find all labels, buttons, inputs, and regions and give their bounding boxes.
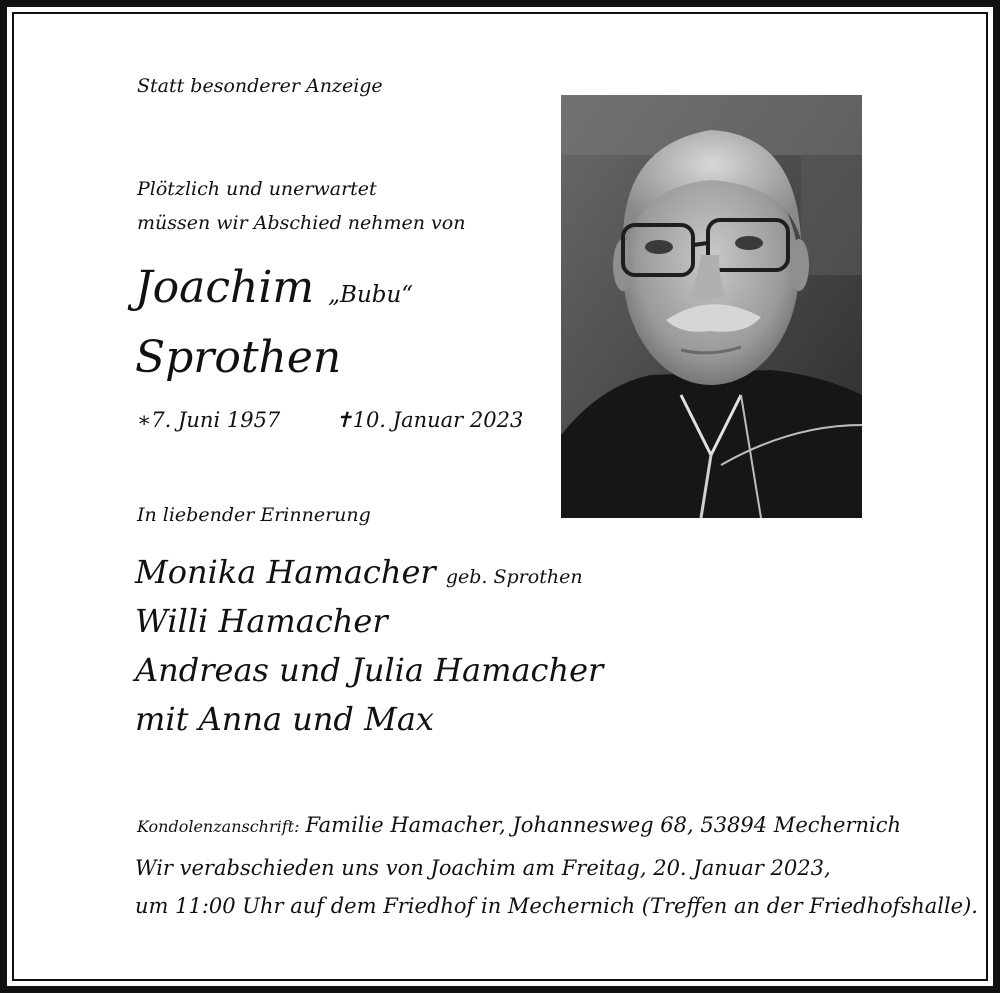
- family-member-2: Willi Hamacher: [135, 602, 388, 640]
- family-member-1: [135, 553, 583, 591]
- farewell-line-2: um 11:00 Uhr auf dem Friedhof in Mechernich (Treffen an der Friedhofshalle).: [135, 894, 978, 918]
- deceased-last-name: Sprothen: [135, 332, 342, 383]
- condolence-label: Kondolenzanschrift:: [137, 817, 300, 836]
- intro-line-1: Plötzlich und unerwartet: [137, 178, 377, 200]
- intro-line-2: müssen wir Abschied nehmen von: [137, 212, 466, 234]
- life-dates: [137, 410, 523, 431]
- birth-date: ∗7. Juni 1957: [137, 408, 281, 432]
- death-date: ✝10. Januar 2023: [334, 408, 524, 432]
- family-member-1-note: geb. Sprothen: [445, 566, 583, 588]
- portrait-photo: [561, 95, 862, 518]
- farewell-line-1: Wir verabschieden uns von Joachim am Freitag, 20. Januar 2023,: [135, 856, 831, 880]
- condolence-address-text: Familie Hamacher, Johannesweg 68, 53894 Mechernich: [305, 813, 902, 837]
- deceased-first-name: Joachim: [135, 262, 315, 313]
- condolence-address: [137, 815, 901, 836]
- family-member-1-name: Monika Hamacher: [135, 553, 436, 591]
- deceased-nickname: „Bubu“: [328, 282, 414, 308]
- memory-line: In liebender Erinnerung: [137, 504, 371, 526]
- deceased-first-name-line: [135, 262, 414, 313]
- family-member-4: mit Anna und Max: [135, 700, 434, 738]
- portrait-image: [561, 95, 862, 518]
- header-note: Statt besonderer Anzeige: [137, 75, 383, 97]
- family-member-3: Andreas und Julia Hamacher: [135, 651, 604, 689]
